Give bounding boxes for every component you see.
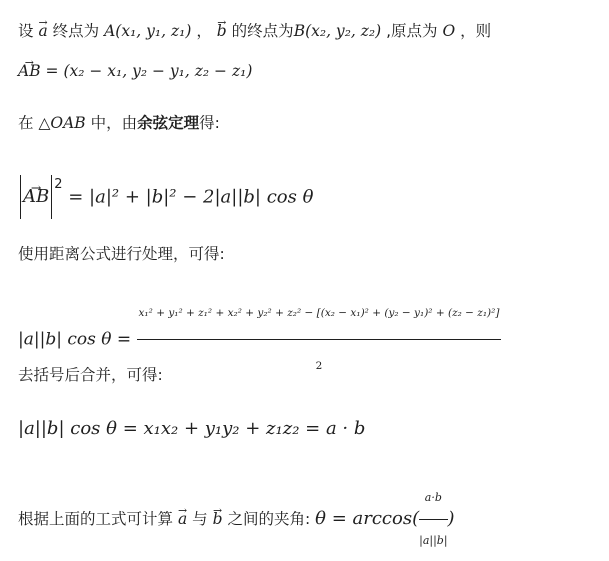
law-of-cosines-term: 余弦定理 (137, 114, 200, 132)
triangle-oab: △OAB (38, 114, 86, 132)
theta-fraction (419, 478, 447, 561)
expand-merge-line (18, 364, 163, 386)
distance-formula-text: 使用距离公式进行处理，可得: (18, 245, 225, 263)
vector-b: → b (217, 20, 227, 42)
origin-label: O (442, 22, 456, 40)
intro-text-set: 设 (18, 22, 34, 40)
eq2-fraction (137, 288, 502, 391)
eq3-lhs: |a||b| cos θ (18, 418, 117, 439)
text-middle: 中，由 (90, 114, 138, 132)
theta-arccos: θ = arccos( (315, 508, 420, 529)
point-b-coords: B(x₂, y₂, z₂) (293, 22, 382, 40)
angle-vector-b: → b (213, 499, 223, 539)
eq1-rhs: = |a|² + |b|² − 2|a||b| cos θ (68, 186, 314, 208)
theta-close-paren: ) (447, 508, 455, 529)
angle-text-by: 根据上面的工式可计算 (18, 510, 174, 528)
point-a-coords: A(x₁, y₁, z₁) (104, 22, 192, 40)
expand-merge-text: 去括号后合并，可得: (18, 366, 163, 384)
intro-text-endpoint-b: 的终点为 (231, 22, 294, 40)
intro-separator-2: ,原点为 (386, 22, 438, 40)
angle-formula-line (18, 478, 455, 561)
eq2-denominator: 2 (315, 360, 323, 372)
eq1-lhs-vector-ab: → AB (23, 175, 49, 219)
eq2-numerator: x₁² + y₁² + z₁² + x₂² + y₂² + z₂² − [(x₂ − x₁)² + (y₂ − y₁)² + (z₂ − z₁)²] (137, 288, 502, 340)
vector-ab: → AB (18, 60, 41, 82)
theta-frac-numerator: a·b (419, 478, 447, 520)
eq3-rhs: = x₁x₂ + y₁y₂ + z₁z₂ = a · b (122, 418, 366, 439)
distance-formula-line (18, 243, 225, 265)
theta-frac-denominator: |a||b| (419, 534, 448, 547)
equation-3 (18, 412, 365, 446)
angle-vector-a: → a (178, 499, 187, 539)
equation-1 (18, 163, 313, 219)
angle-text-between: 之间的夹角: (227, 510, 311, 528)
text-get: 得: (199, 114, 220, 132)
eq2-lhs: |a||b| cos θ = (18, 329, 132, 350)
text-in: 在 (18, 114, 34, 132)
vector-a: → a (38, 20, 47, 42)
intro-text-endpoint: 终点为 (52, 22, 100, 40)
law-of-cosines-line (18, 112, 220, 134)
intro-line-1 (18, 20, 491, 42)
intro-separator-3: ，则 (460, 22, 492, 40)
abs-bar-left (20, 175, 21, 219)
eq1-lhs-square: 2 (54, 177, 63, 192)
intro-line-2 (18, 60, 252, 82)
angle-text-and: 与 (192, 510, 208, 528)
intro-separator-1: ， (196, 22, 212, 40)
abs-bar-right (51, 175, 52, 219)
vector-ab-expression: = (x₂ − x₁, y₂ − y₁, z₂ − z₁) (45, 62, 253, 80)
